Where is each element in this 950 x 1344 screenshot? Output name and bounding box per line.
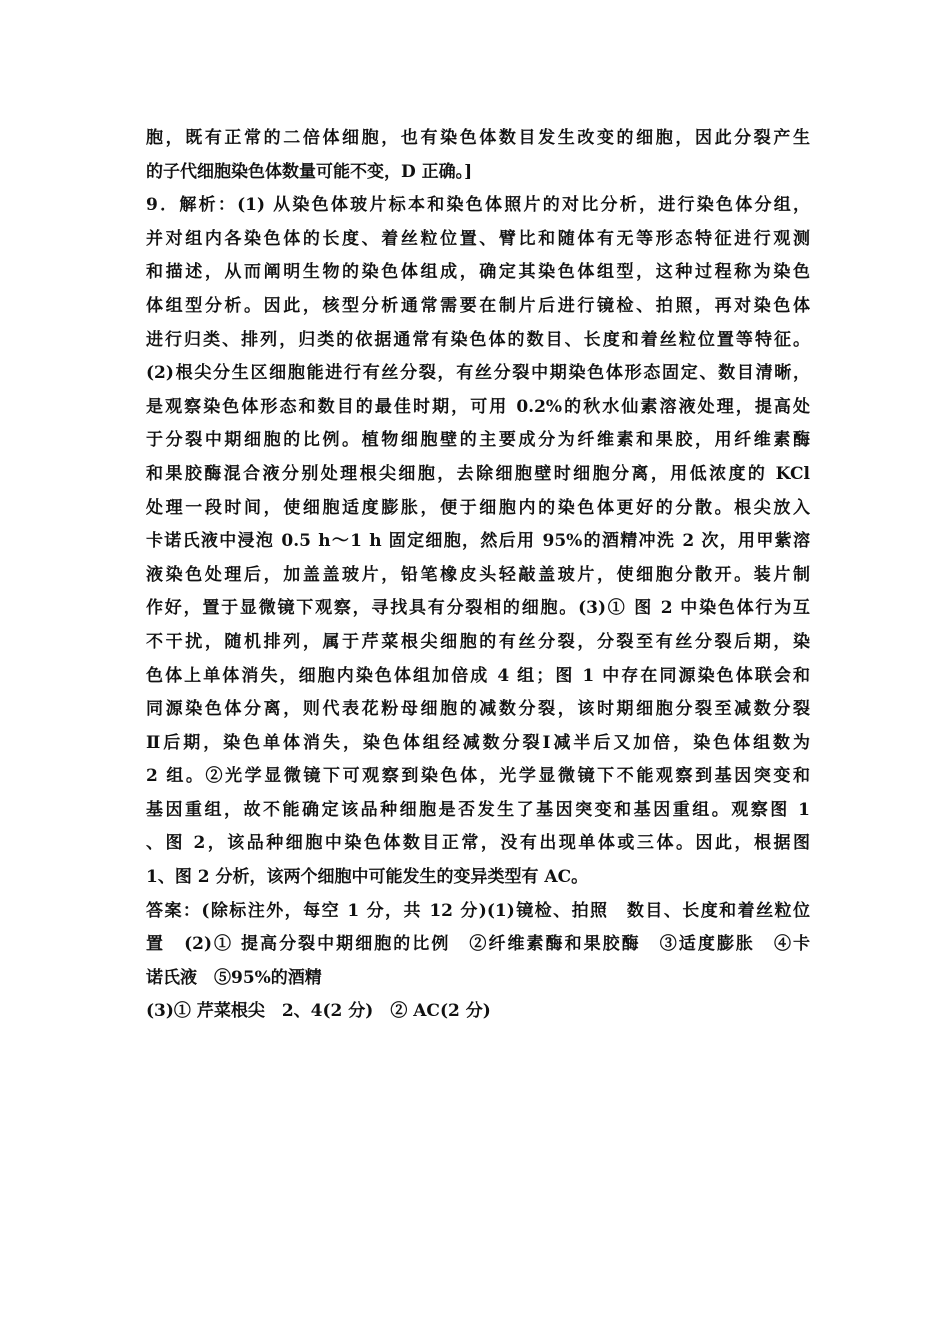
text-line: Ⅱ后期，染色单体消失，染色体组经减数分裂Ⅰ减半后又加倍，染色体组数为 bbox=[146, 732, 810, 753]
text-line: 同源染色体分离，则代表花粉母细胞的减数分裂，该时期细胞分裂至减数分裂 bbox=[146, 699, 810, 720]
text-line: 和描述，从而阐明生物的染色体组成，确定其染色体组型，这种过程称为染色 bbox=[146, 262, 810, 283]
document-body bbox=[146, 122, 810, 1029]
text-line: 胞，既有正常的二倍体细胞，也有染色体数目发生改变的细胞，因此分裂产生 bbox=[146, 128, 810, 148]
continuation-paragraph bbox=[146, 122, 810, 189]
text-line: 1、图 2 分析，该两个细胞中可能发生的变异类型有 AC。 bbox=[146, 867, 589, 888]
text-line: 不干扰，随机排列，属于芹菜根尖细胞的有丝分裂，分裂至有丝分裂后期，染 bbox=[146, 631, 810, 652]
text-line: 基因重组，故不能确定该品种细胞是否发生了基因突变和基因重组。观察图 1 bbox=[146, 799, 810, 820]
text-line: 和果胶酶混合液分别处理根尖细胞，去除细胞壁时细胞分离，用低浓度的 KCl bbox=[146, 463, 810, 484]
text-line: 卡诺氏液中浸泡 0.5 h～1 h 固定细胞，然后用 95%的酒精冲洗 2 次，用甲紫溶 bbox=[146, 531, 810, 552]
text-line: 诺氏液 ⑤95%的酒精 bbox=[146, 967, 322, 988]
text-line: 、图 2，该品种细胞中染色体数目正常，没有出现单体或三体。因此，根据图 bbox=[146, 833, 810, 854]
text-line: 作好，置于显微镜下观察，寻找具有分裂相的细胞。(3)① 图 2 中染色体行为互 bbox=[146, 598, 810, 619]
text-line: 2 组。②光学显微镜下可观察到染色体，光学显微镜下不能观察到基因突变和 bbox=[146, 766, 810, 787]
text-line: 答案：(除标注外，每空 1 分，共 12 分)(1)镜检、拍照 数目、长度和着丝粒位 bbox=[146, 900, 810, 921]
text-line: 色体上单体消失，细胞内染色体组加倍成 4 组；图 1 中存在同源染色体联会和 bbox=[146, 665, 810, 686]
text-line: 进行归类、排列，归类的依据通常有染色体的数目、长度和着丝粒位置等特征。 bbox=[146, 329, 810, 350]
answer-key-part-3 bbox=[146, 995, 810, 1029]
text-line: 的子代细胞染色体数量可能不变，D 正确。] bbox=[146, 161, 473, 182]
text-line: 置 (2)① 提高分裂中期细胞的比例 ②纤维素酶和果胶酶 ③适度膨胀 ④卡 bbox=[146, 934, 810, 955]
text-line: 体组型分析。因此，核型分析通常需要在制片后进行镜检、拍照，再对染色体 bbox=[146, 295, 810, 316]
text-line: 处理一段时间，使细胞适度膨胀，便于细胞内的染色体更好的分散。根尖放入 bbox=[146, 497, 810, 518]
text-line: 于分裂中期细胞的比例。植物细胞壁的主要成分为纤维素和果胶，用纤维素酶 bbox=[146, 430, 810, 451]
text-line: 并对组内各染色体的长度、着丝粒位置、臂比和随体有无等形态特征进行观测 bbox=[146, 228, 810, 249]
text-line: (3)① 芹菜根尖 2、4(2 分) ② AC(2 分) bbox=[146, 1001, 491, 1022]
answer-key bbox=[146, 895, 810, 996]
text-line: 液染色处理后，加盖盖玻片，铅笔橡皮头轻敲盖玻片，使细胞分散开。装片制 bbox=[146, 564, 810, 585]
answer-9-analysis bbox=[146, 189, 810, 894]
text-line: 9．解析：(1) 从染色体玻片标本和染色体照片的对比分析，进行染色体分组， bbox=[146, 195, 810, 216]
text-line: 是观察染色体形态和数目的最佳时期，可用 0.2%的秋水仙素溶液处理，提高处 bbox=[146, 396, 810, 417]
text-line: (2)根尖分生区细胞能进行有丝分裂，有丝分裂中期染色体形态固定、数目清晰， bbox=[146, 363, 810, 384]
